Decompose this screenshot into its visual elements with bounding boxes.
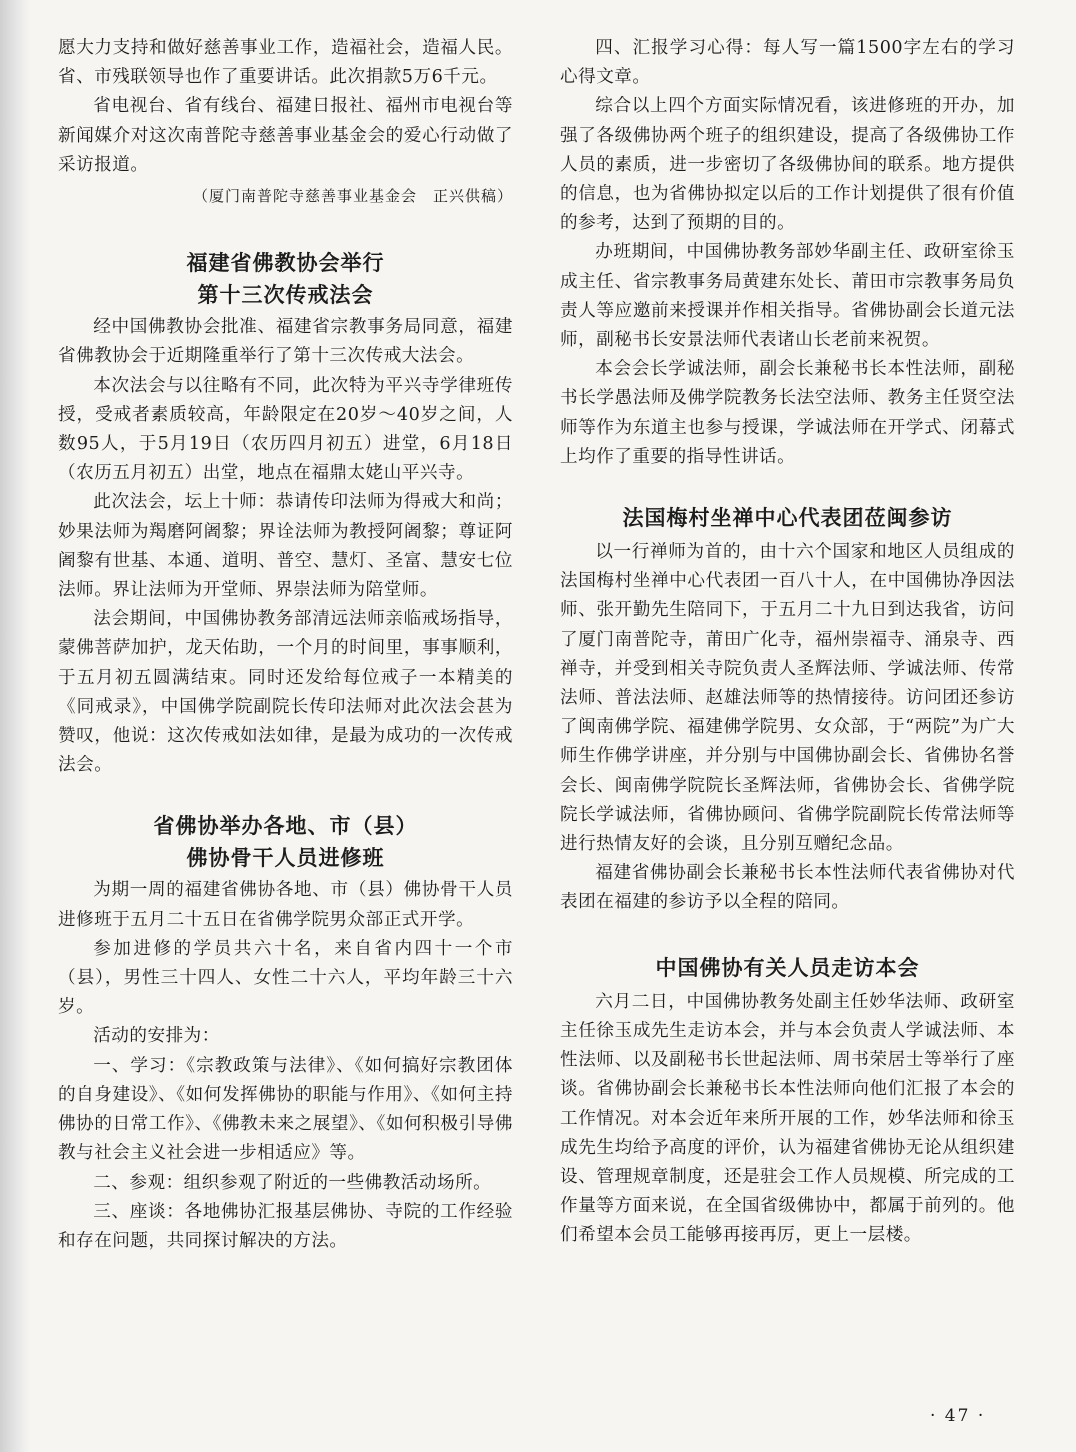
paragraph: 本会会长学诚法师，副会长兼秘书长本性法师，副秘书长学愚法师及佛学院教务长法空法师、教务主任贤空法师等作为东道主也参与授课，学诚法师在开学式、闭幕式上均作了重要的指导性讲话。: [560, 359, 1015, 467]
paragraph: 本次法会与以往略有不同，此次特为平兴寺学律班传授，受戒者素质较高，年龄限定在20岁～40岁之间，人数95人，于5月19日（农历四月初五）进堂，6月18日（农历五月初五）出堂，地点在福鼎太姥山平兴寺。: [58, 375, 513, 484]
paragraph: 法会期间，中国佛协教务部清远法师亲临戒场指导，蒙佛菩萨加护，龙天佑助，一个月的时间里，事事顺利，于五月初五圆满结束。同时还发给每位戒子一本精美的《同戒录》，中国佛学院副院长传印法师对此次法会甚为赞叹，他说：这次传戒如法如律，是最为成功的一次传戒法会。: [58, 609, 513, 776]
paragraph: 活动的安排为：: [93, 1026, 220, 1047]
paragraph: 二、参观：组织参观了附近的一些佛教活动场所。: [93, 1172, 492, 1193]
paragraph: 一、学习：《宗教政策与法律》、《如何搞好宗教团体的自身建设》、《如何发挥佛协的职能与作用》、《如何主持佛协的日常工作》、《佛教未来之展望》、《如何积极引导佛教与社会主义社会进一步相适应》等。: [58, 1055, 513, 1164]
scan-edge-shadow: [0, 0, 30, 1452]
paragraph: 经中国佛教协会批准、福建省宗教事务局同意，福建省佛教协会于近期隆重举行了第十三次传戒大法会。: [58, 317, 513, 367]
article-source: （厦门南普陀寺慈善事业基金会 正兴供稿）: [192, 187, 513, 206]
article-title: 中国佛协有关人员走访本会: [655, 955, 920, 980]
article-title: 省佛协举办各地、市（县）: [153, 814, 418, 839]
paragraph: 参加进修的学员共六十名，来自省内四十一个市（县），男性三十四人、女性二十六人，平均年龄三十六岁。: [58, 938, 513, 1018]
continuation-paragraph: 愿大力支持和做好慈善事业工作，造福社会，造福人民。省、市残联领导也作了重要讲话。此次捐款5万6千元。: [58, 38, 513, 88]
paragraph: 此次法会，坛上十师：恭请传印法师为得戒大和尚；妙果法师为羯磨阿阇黎；界诠法师为教授阿阇黎；尊证阿阇黎有世基、本通、道明、普空、慧灯、圣富、慧安七位法师。界让法师为开堂师、界崇法师为陪堂师。: [58, 492, 513, 601]
article-ordination: [58, 247, 513, 780]
page-number: · 47 ·: [930, 1406, 986, 1426]
article-bac-visit: [560, 952, 1015, 1251]
paragraph: 四、汇报学习心得：每人写一篇1500字左右的学习心得文章。: [560, 38, 1015, 88]
paragraph: 六月二日，中国佛协教务处副主任妙华法师、政研室主任徐玉成先生走访本会，并与本会负责人学诚法师、本性法师、以及副秘书长世起法师、周书荣居士等举行了座谈。省佛协副会长兼秘书长本性法师向他们汇报了本会的工作情况。对本会近年来所开展的工作，妙华法师和徐玉成先生均给予高度的评价，认为福建省佛协无论从组织建设、管理规章制度，还是驻会工作人员规模、所完成的工作量等方面来说，在全国省级佛协中，都属于前列的。他们希望本会员工能够再接再厉，更上一层楼。: [560, 991, 1015, 1246]
paragraph: 以一行禅师为首的，由十六个国家和地区人员组成的法国梅村坐禅中心代表团一百八十人，在中国佛协净因法师、张开勤先生陪同下，于五月二十九日到达我省，访问了厦门南普陀寺，莆田广化寺，福州崇福寺、涌泉寺、西禅寺，并受到相关寺院负责人圣辉法师、学诚法师、传常法师、普法法师、赵雄法师等的热情接待。访问团还参访了闽南佛学院、福建佛学院男、女众部，于“两院”为广大师生作佛学讲座，并分别与中国佛协副会长、省佛协名誉会长、闽南佛学院院长圣辉法师，省佛协会长、省佛学院院长学诚法师，省佛协顾问、省佛学院副院长传常法师等进行热情友好的会谈，且分别互赠纪念品。: [560, 542, 1015, 855]
article-title: 法国梅村坐禅中心代表团莅闽参访: [622, 506, 953, 531]
article-training-class: [58, 810, 513, 1256]
paragraph: 福建省佛协副会长兼秘书长本性法师代表省佛协对代表团在福建的参访予以全程的陪同。: [560, 863, 1015, 913]
article-title: 佛协骨干人员进修班: [186, 846, 385, 871]
paragraph: 综合以上四个方面实际情况看，该进修班的开办，加强了各级佛协两个班子的组织建设，提高了各级佛协工作人员的素质，进一步密切了各级佛协间的联系。地方提供的信息，也为省佛协拟定以后的工作计划提供了很有价值的参考，达到了预期的目的。: [560, 96, 1015, 234]
paragraph: 三、座谈：各地佛协汇报基层佛协、寺院的工作经验和存在问题，共同探讨解决的方法。: [58, 1201, 513, 1251]
right-column: [560, 34, 1015, 1251]
paragraph: 办班期间，中国佛协教务部妙华副主任、政研室徐玉成主任、省宗教事务局黄建东处长、莆田市宗教事务局负责人等应邀前来授课并作相关指导。省佛协副会长道元法师，副秘书长安景法师代表诸山长老前来祝贺。: [560, 242, 1015, 351]
article-title: 第十三次传戒法会: [197, 283, 374, 308]
article-title: 福建省佛教协会举行: [186, 251, 385, 276]
paragraph: 为期一周的福建省佛协各地、市（县）佛协骨干人员进修班于五月二十五日在省佛学院男众部正式开学。: [58, 880, 513, 930]
article-plum-village: [560, 502, 1015, 918]
left-column: [58, 34, 513, 1256]
continuation-paragraph: 省电视台、省有线台、福建日报社、福州市电视台等新闻媒介对这次南普陀寺慈善事业基金会的爱心行动做了采访报道。: [58, 96, 513, 175]
